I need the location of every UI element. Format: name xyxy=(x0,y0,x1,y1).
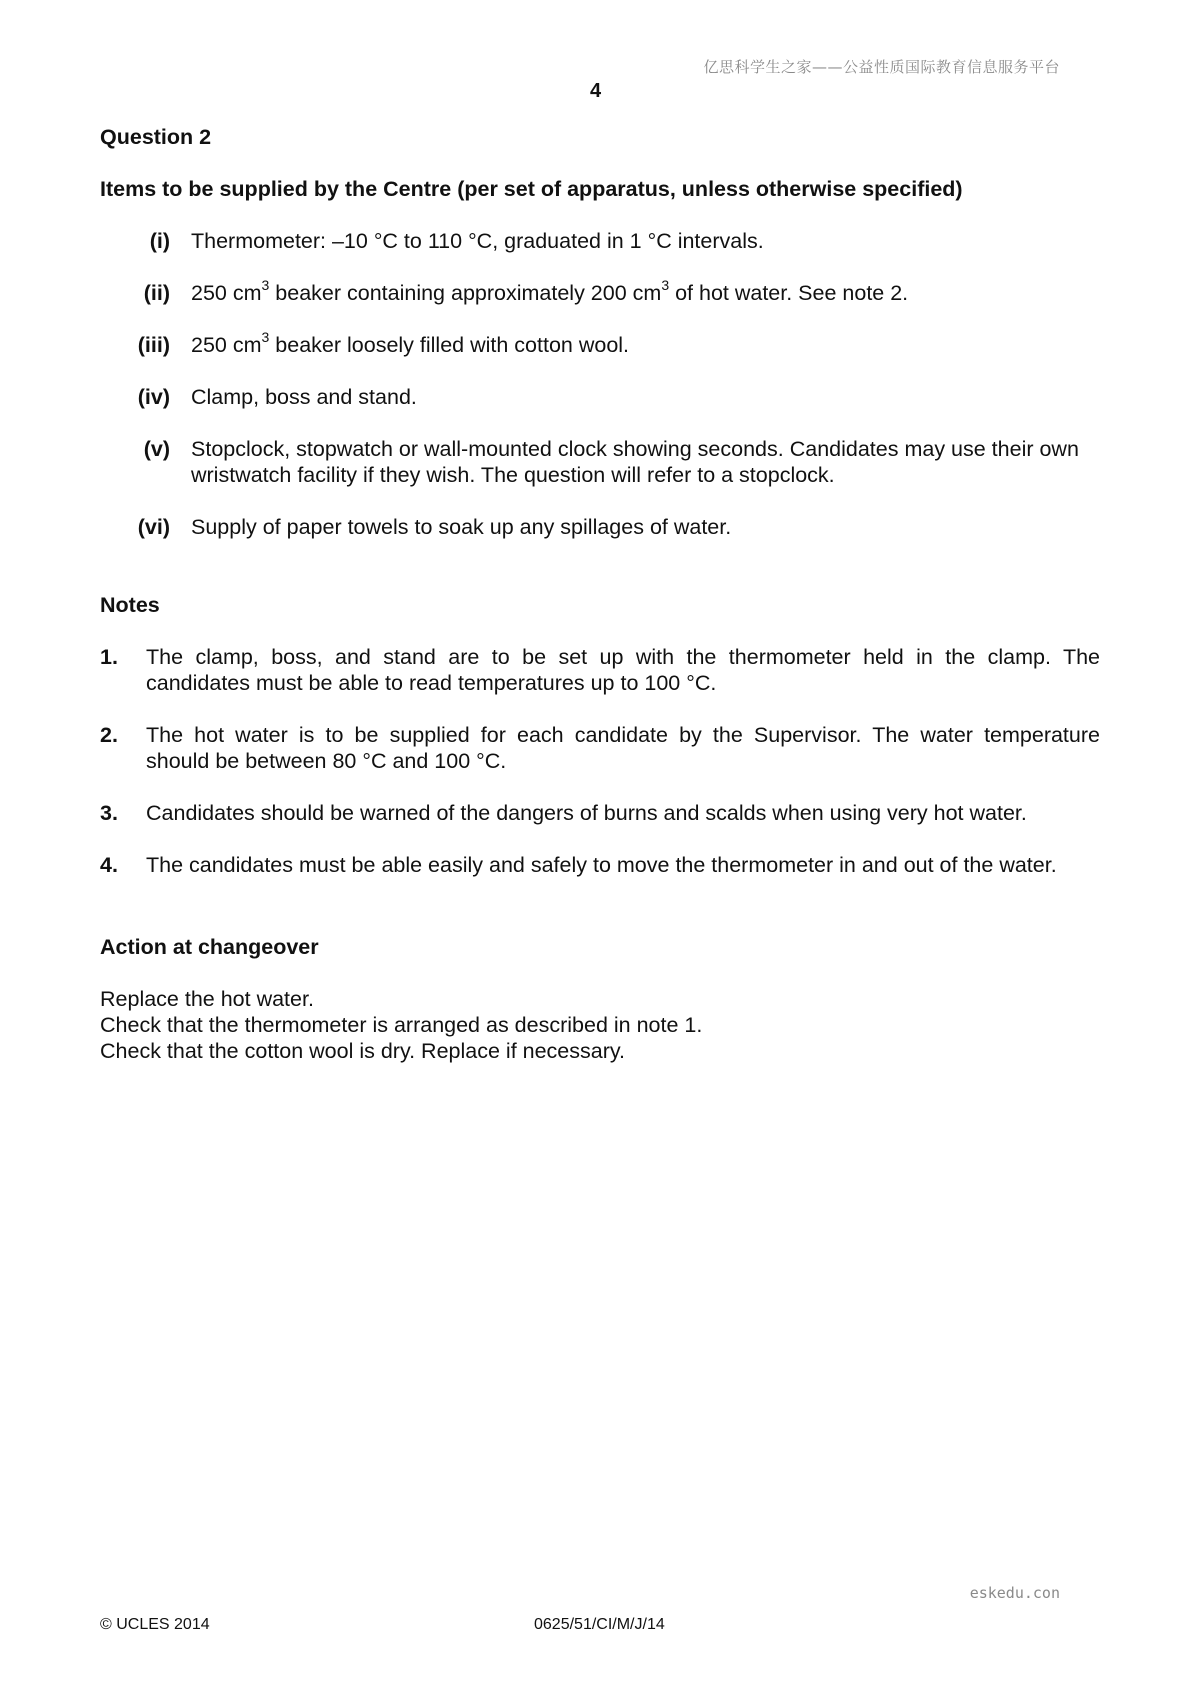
item-text-part: beaker containing approximately 200 cm xyxy=(269,281,662,305)
item-text: Supply of paper towels to soak up any spillages of water. xyxy=(191,515,732,539)
notes-title: Notes xyxy=(100,593,160,617)
note-marker: 1. xyxy=(100,645,118,669)
note-marker: 4. xyxy=(100,853,118,877)
note-text-line: The clamp, boss, and stand are to be set up with the thermometer held in the clamp. The xyxy=(146,645,1100,669)
item-text-line: wristwatch facility if they wish. The question will refer to a stopclock. xyxy=(191,463,835,487)
item-marker: (ii) xyxy=(143,281,170,305)
action-line: Replace the hot water. xyxy=(100,987,314,1011)
note-text xyxy=(146,722,1100,774)
item-text-part: 250 cm xyxy=(191,281,262,305)
items-heading: Items to be supplied by the Centre (per set of apparatus, unless otherwise specified) xyxy=(100,177,963,201)
item-marker: (i) xyxy=(149,229,170,253)
footer-copyright: © UCLES 2014 xyxy=(100,1616,210,1633)
item-marker: (iii) xyxy=(137,333,170,357)
item-text xyxy=(191,436,1100,488)
note-text-line: candidates must be able to read temperatures up to 100 °C. xyxy=(146,671,717,695)
item-text-part: 250 cm xyxy=(191,333,262,357)
action-line: Check that the thermometer is arranged as described in note 1. xyxy=(100,1013,703,1037)
item-text-part: beaker loosely filled with cotton wool. xyxy=(269,333,630,357)
question-title: Question 2 xyxy=(100,125,212,149)
item-marker: (iv) xyxy=(137,385,170,409)
item-text-part: of hot water. See note 2. xyxy=(669,281,909,305)
page-number: 4 xyxy=(589,80,602,102)
action-title: Action at changeover xyxy=(100,935,319,959)
header-watermark: 亿思科学生之家——公益性质国际教育信息服务平台 xyxy=(703,58,1060,76)
note-text: Candidates should be warned of the dangers of burns and scalds when using very hot water. xyxy=(146,801,1027,825)
item-text-line: Stopclock, stopwatch or wall-mounted clock showing seconds. Candidates may use their own xyxy=(191,437,1079,461)
item-text xyxy=(191,276,1100,306)
footer-code: 0625/51/CI/M/J/14 xyxy=(534,1616,665,1633)
superscript: 3 xyxy=(261,276,270,293)
item-marker: (vi) xyxy=(137,515,170,539)
footer-watermark: eskedu.con xyxy=(969,1584,1060,1602)
note-text: The candidates must be able easily and safely to move the thermometer in and out of the water. xyxy=(146,853,1057,877)
superscript: 3 xyxy=(661,276,670,293)
item-text: Thermometer: –10 °C to 110 °C, graduated in 1 °C intervals. xyxy=(191,229,764,253)
action-line: Check that the cotton wool is dry. Replace if necessary. xyxy=(100,1039,626,1063)
note-marker: 2. xyxy=(100,723,118,747)
note-marker: 3. xyxy=(100,801,118,825)
item-text: Clamp, boss and stand. xyxy=(191,385,417,409)
superscript: 3 xyxy=(261,328,270,345)
item-marker: (v) xyxy=(143,437,170,461)
note-text-line: The hot water is to be supplied for each candidate by the Supervisor. The water temperature xyxy=(146,723,1100,747)
action-lines xyxy=(100,986,702,1064)
note-text xyxy=(146,644,1100,696)
item-text xyxy=(191,328,1100,358)
note-text-line: should be between 80 °C and 100 °C. xyxy=(146,749,507,773)
